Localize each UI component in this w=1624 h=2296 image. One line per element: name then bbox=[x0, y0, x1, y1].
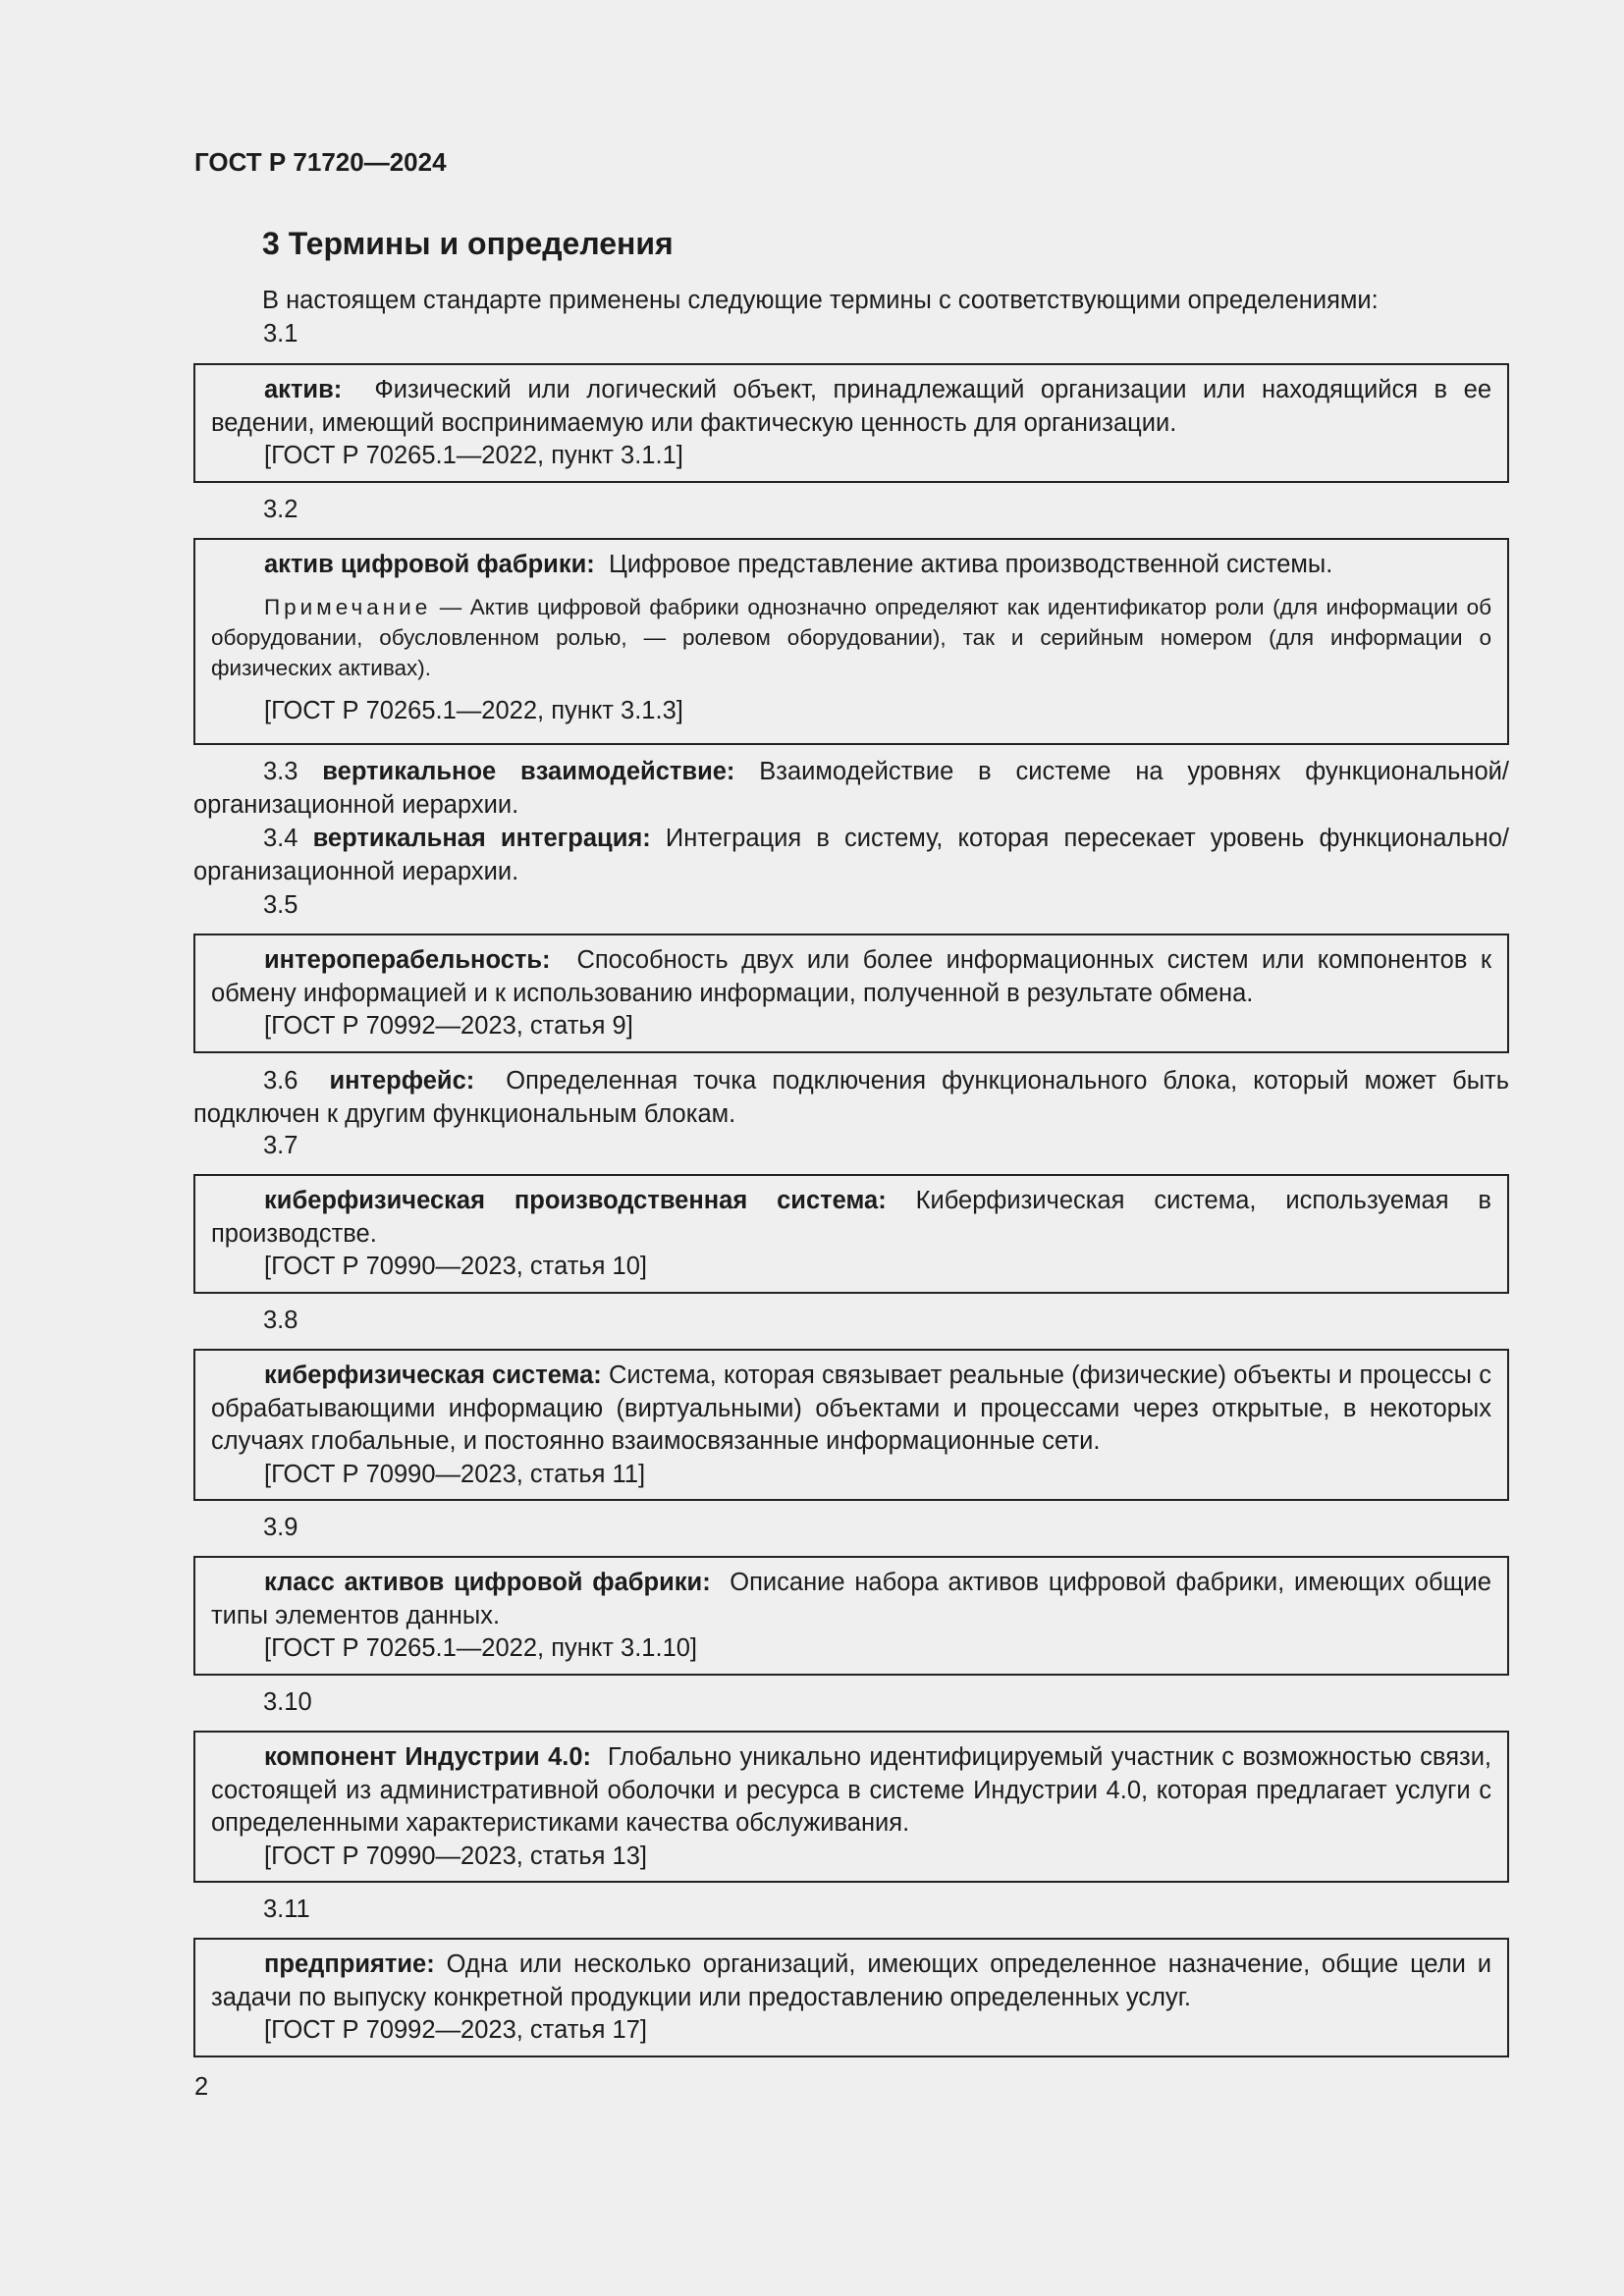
term-box-3-9 bbox=[193, 1556, 1509, 1676]
term-name: киберфизическая производственная система: bbox=[264, 1187, 887, 1214]
term-def-text: Глобально уникально идентифицируемый участник с возможностью связи, состоящей из административной оболочки и ресурса в системе Индустрии 4.0, которая предлагает услуги с определенными характеристиками качества обслуживания. bbox=[211, 1743, 1492, 1837]
note-text: — Актив цифровой фабрики однозначно определяют как идентификатор роли (для информации об оборудовании, обусловленном ролью, — ролевом оборудовании), так и серийным номером (для информации о физических активах). bbox=[211, 594, 1491, 680]
term-number-3-10: 3.10 bbox=[263, 1688, 312, 1716]
term-name: интерфейс: bbox=[329, 1067, 475, 1095]
term-definition bbox=[211, 1360, 1491, 1459]
term-source: [ГОСТ Р 70992—2023, статья 17] bbox=[264, 2016, 647, 2044]
term-paragraph-3-3 bbox=[193, 756, 1509, 822]
term-box-3-7 bbox=[193, 1174, 1509, 1294]
intro-text: В настоящем стандарте применены следующие термины с соответствующими определениями: bbox=[262, 287, 1379, 314]
term-def-text: Интеграция в систему, которая пересекает уровень функционально/организационной иерархии. bbox=[193, 825, 1509, 885]
term-name: интероперабельность: bbox=[264, 946, 551, 974]
term-source: [ГОСТ Р 70265.1—2022, пункт 3.1.10] bbox=[264, 1634, 698, 1662]
term-box-3-2 bbox=[193, 538, 1509, 745]
term-def-text: Цифровое представление актива производственной системы. bbox=[608, 551, 1333, 578]
page-number: 2 bbox=[194, 2073, 209, 2101]
term-definition bbox=[211, 1185, 1491, 1251]
term-name: вертикальная интеграция: bbox=[312, 825, 651, 852]
term-def-text: Способность двух или более информационных систем или компонентов к обмену информацией и к использованию информации, полученной в результате обмена. bbox=[211, 946, 1492, 1007]
term-name: класс активов цифровой фабрики: bbox=[264, 1569, 711, 1596]
term-def-text: Определенная точка подключения функционального блока, который может быть подключен к другим функциональным блокам. bbox=[193, 1067, 1509, 1128]
term-definition bbox=[211, 1567, 1491, 1632]
term-box-3-8 bbox=[193, 1349, 1509, 1501]
term-box-3-10 bbox=[193, 1731, 1509, 1883]
term-number-3-8: 3.8 bbox=[263, 1307, 298, 1334]
term-name: предприятие: bbox=[264, 1950, 435, 1978]
term-def-text: Киберфизическая система, используемая в производстве. bbox=[211, 1187, 1491, 1248]
document-header: ГОСТ Р 71720—2024 bbox=[194, 147, 447, 177]
term-source: [ГОСТ Р 70265.1—2022, пункт 3.1.3] bbox=[264, 696, 683, 724]
note-label: Примечание bbox=[264, 594, 432, 619]
term-definition bbox=[211, 1949, 1491, 2014]
term-box-3-1 bbox=[193, 363, 1509, 483]
term-name: актив: bbox=[264, 376, 343, 403]
term-source: [ГОСТ Р 70990—2023, статья 13] bbox=[264, 1842, 647, 1870]
section-title: 3 Термины и определения bbox=[262, 226, 674, 261]
term-name: актив цифровой фабрики: bbox=[264, 551, 595, 578]
term-source: [ГОСТ Р 70265.1—2022, пункт 3.1.1] bbox=[264, 442, 683, 469]
term-name: компонент Индустрии 4.0: bbox=[264, 1743, 592, 1771]
term-number: 3.6 bbox=[263, 1067, 298, 1095]
term-def-text: Описание набора активов цифровой фабрики, имеющих общие типы элементов данных. bbox=[211, 1569, 1491, 1629]
term-source: [ГОСТ Р 70992—2023, статья 9] bbox=[264, 1012, 633, 1040]
term-definition bbox=[211, 1741, 1491, 1841]
term-box-3-11 bbox=[193, 1938, 1509, 2057]
term-definition bbox=[211, 374, 1491, 440]
term-definition bbox=[211, 549, 1491, 582]
term-paragraph-3-6 bbox=[193, 1065, 1509, 1131]
term-name: вертикальное взаимодействие: bbox=[322, 758, 735, 785]
term-definition bbox=[211, 944, 1491, 1010]
term-number-3-5: 3.5 bbox=[263, 891, 298, 919]
term-box-3-5 bbox=[193, 934, 1509, 1053]
term-note bbox=[211, 592, 1491, 683]
term-source: [ГОСТ Р 70990—2023, статья 11] bbox=[264, 1460, 646, 1488]
term-def-text: Взаимодействие в системе на уровнях функциональной/организационной иерархии. bbox=[193, 758, 1509, 819]
term-number-3-11: 3.11 bbox=[263, 1896, 310, 1923]
term-def-text: Одна или несколько организаций, имеющих определенное назначение, общие цели и задачи по выпуску конкретной продукции или предоставлению определенных услуг. bbox=[211, 1950, 1491, 2011]
term-name: киберфизическая система: bbox=[264, 1362, 602, 1389]
term-paragraph-3-4 bbox=[193, 823, 1509, 888]
term-number-3-9: 3.9 bbox=[263, 1514, 298, 1541]
term-source: [ГОСТ Р 70990—2023, статья 10] bbox=[264, 1253, 647, 1280]
term-number: 3.4 bbox=[263, 825, 298, 852]
term-number: 3.3 bbox=[263, 758, 298, 785]
term-number-3-1: 3.1 bbox=[263, 320, 298, 347]
term-number-3-7: 3.7 bbox=[263, 1132, 298, 1159]
term-def-text: Физический или логический объект, принадлежащий организации или находящийся в ее ведении, имеющий воспринимаемую или фактическую ценность для организации. bbox=[211, 376, 1492, 437]
term-def-text: Система, которая связывает реальные (физические) объекты и процессы с обрабатывающими информацию (виртуальными) объектами и процессами через открытые, в некоторых случаях глобальные, и постоянно взаимосвязанные информационные сети. bbox=[211, 1362, 1491, 1455]
term-number-3-2: 3.2 bbox=[263, 496, 298, 523]
